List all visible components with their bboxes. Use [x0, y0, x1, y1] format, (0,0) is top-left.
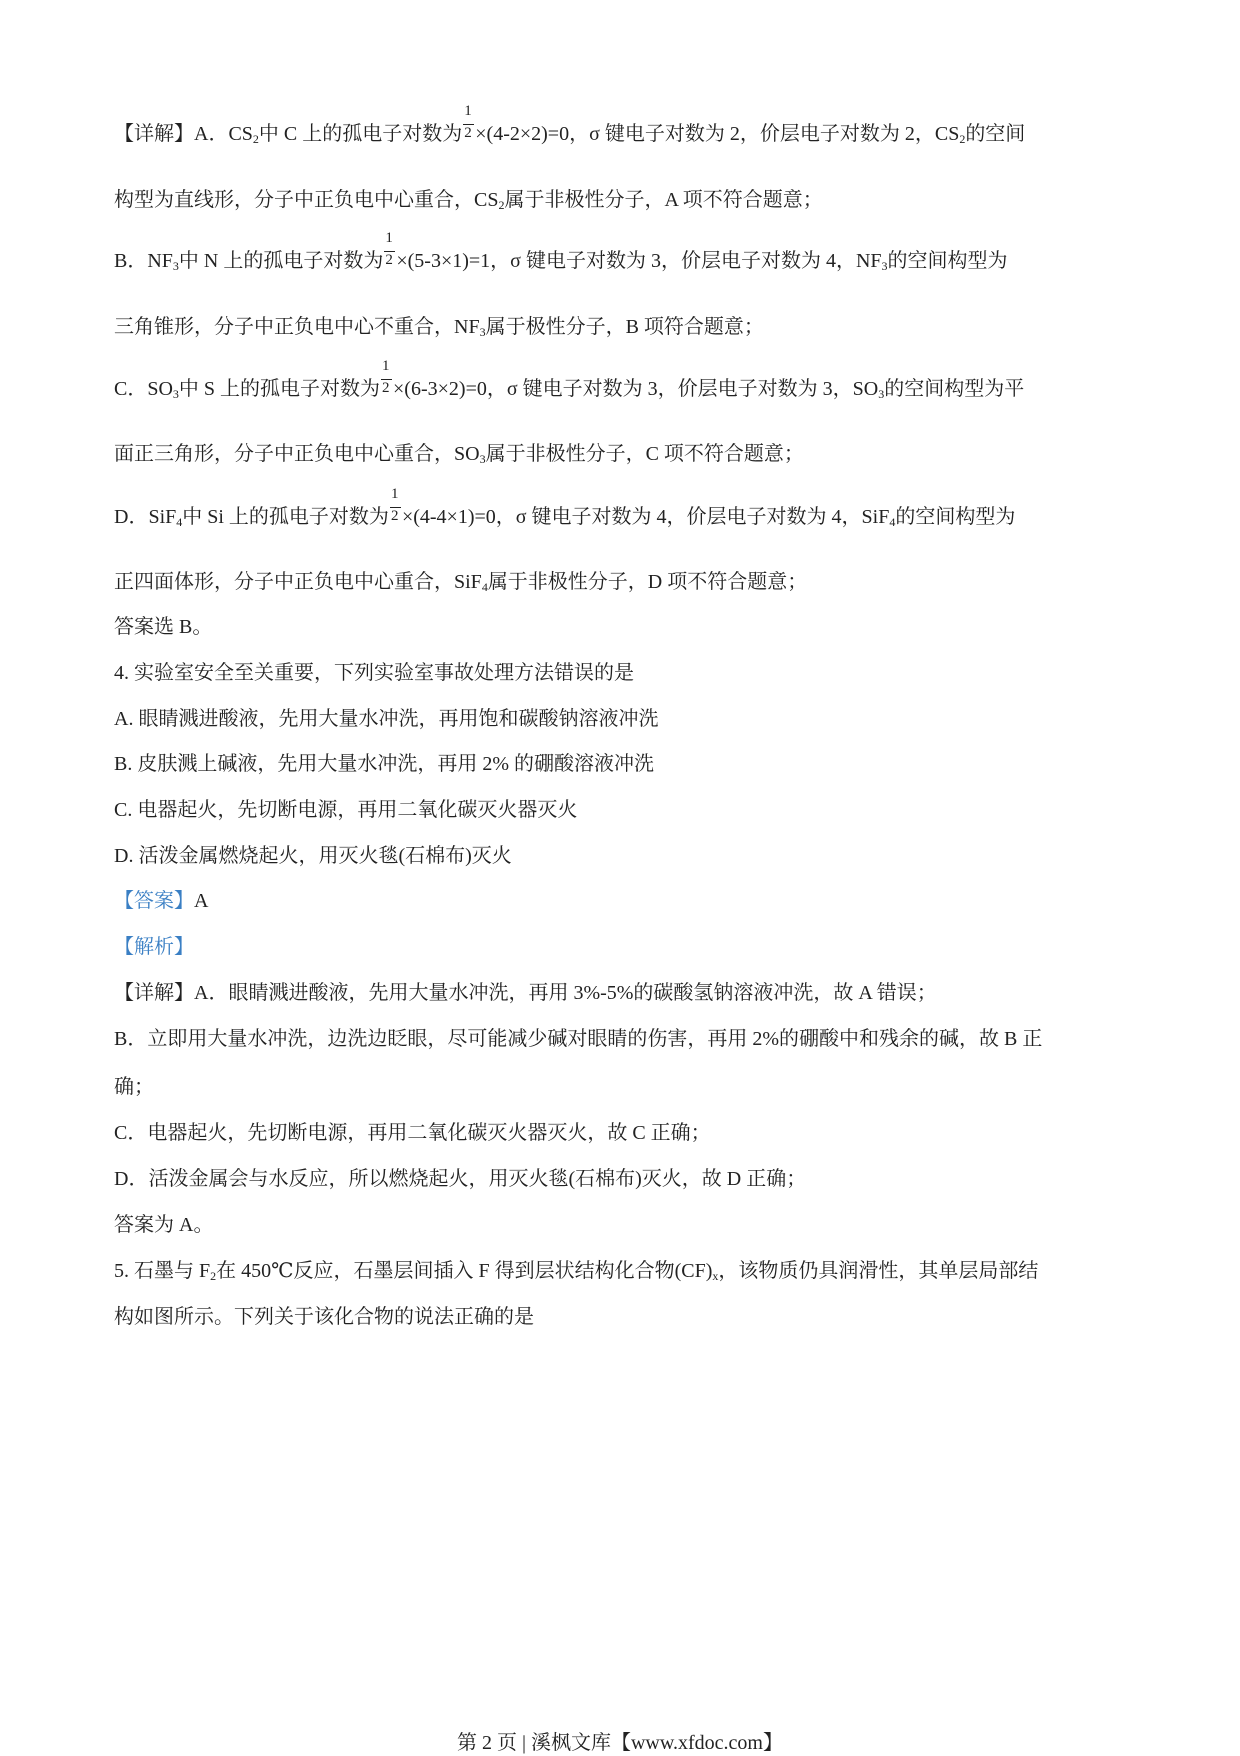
q3-detail-a-line1: 【详解】A．$CS_2$中 C 上的孤电子对数为 $\frac{1}{2}$ ×(4-2×2)=0，σ 键电子对数为 2，价层电子对数为 2，$CS_2$的空间 [114, 103, 1026, 146]
q3-answer: 答案选 B。 [114, 616, 213, 638]
fraction-one-half: $\frac{1}{2}$ [389, 503, 402, 531]
q5-stem-line2: 构如图所示。下列关于该化合物的说法正确的是 [114, 1306, 534, 1328]
q3-detail-c-line2: 面正三角形，分子中正负电中心重合，$SO_3$属于非极性分子，C 项不符合题意； [114, 443, 804, 466]
fraction-one-half: $\frac{1}{2}$ [380, 375, 393, 403]
q4-answer-end: 答案为 A。 [114, 1214, 214, 1236]
q3-detail-c-line1: C．$SO_3$中 S 上的孤电子对数为 $\frac{1}{2}$ ×(6-3×2)=0，σ 键电子对数为 3，价层电子对数为 3，$SO_3$的空间构型为平 [114, 358, 1025, 401]
q3-detail-b-line2: 三角锥形，分子中正负电中心不重合，$NF_3$属于极性分子，B 项符合题意； [114, 316, 764, 339]
q4-option-b: B. 皮肤溅上碱液，先用大量水冲洗，再用 2% 的硼酸溶液冲洗 [114, 753, 654, 775]
q4-option-c: C. 电器起火，先切断电源，再用二氧化碳灭火器灭火 [114, 799, 578, 821]
q4-detail-d: D．活泼金属会与水反应，所以燃烧起火，用灭火毯(石棉布)灭火，故 D 正确； [114, 1168, 807, 1190]
q4-analysis-label: 【解析】 [114, 936, 194, 958]
answer-value: A [194, 890, 209, 912]
q4-option-a: A. 眼睛溅进酸液，先用大量水冲洗，再用饱和碳酸钠溶液冲洗 [114, 708, 659, 730]
q3-detail-d-line1: D．SiF$_4$中 Si 上的孤电子对数为 $\frac{1}{2}$ ×(4-4×1)=0，σ 键电子对数为 4，价层电子对数为 4，SiF$_4$的空间构型为 [114, 486, 1016, 529]
q4-stem: 4. 实验室安全至关重要，下列实验室事故处理方法错误的是 [114, 662, 634, 684]
answer-label: 【答案】 [114, 890, 194, 912]
q4-detail-b-line2: 确； [114, 1076, 154, 1098]
q4-detail-c: C．电器起火，先切断电源，再用二氧化碳灭火器灭火，故 C 正确； [114, 1122, 711, 1144]
q3-detail-d-line2: 正四面体形，分子中正负电中心重合，SiF$_4$属于非极性分子，D 项不符合题意； [114, 571, 808, 594]
q5-stem-line1: 5. 石墨与 $F_2$在 450℃反应，石墨层间插入 F 得到层状结构化合物$(CF)_x$，该物质仍具润滑性，其单层局部结 [114, 1260, 1039, 1283]
fraction-one-half: $\frac{1}{2}$ [383, 247, 396, 275]
q4-answer [114, 887, 208, 915]
q3-detail-b-line1: B．$NF_3$中 N 上的孤电子对数为 $\frac{1}{2}$ ×(5-3×1)=1，σ 键电子对数为 3，价层电子对数为 4，$NF_3$的空间构型为 [114, 230, 1008, 273]
page-footer: 第 2 页 | 溪枫文库【www.xfdoc.com】 [456, 1732, 783, 1754]
q4-detail-a: 【详解】A．眼睛溅进酸液，先用大量水冲洗，再用 3%-5%的碳酸氢钠溶液冲洗，故 A 错误； [114, 982, 937, 1004]
q3-detail-a-line2: 构型为直线形，分子中正负电中心重合，$CS_2$属于非极性分子，A 项不符合题意； [114, 189, 823, 212]
q4-detail-b-line1: B．立即用大量水冲洗，边洗边眨眼，尽可能减少碱对眼睛的伤害，再用 2%的硼酸中和残余的碱，故 B 正 [114, 1028, 1043, 1050]
fraction-one-half: $\frac{1}{2}$ [462, 120, 475, 148]
q4-option-d: D. 活泼金属燃烧起火，用灭火毯(石棉布)灭火 [114, 845, 512, 867]
